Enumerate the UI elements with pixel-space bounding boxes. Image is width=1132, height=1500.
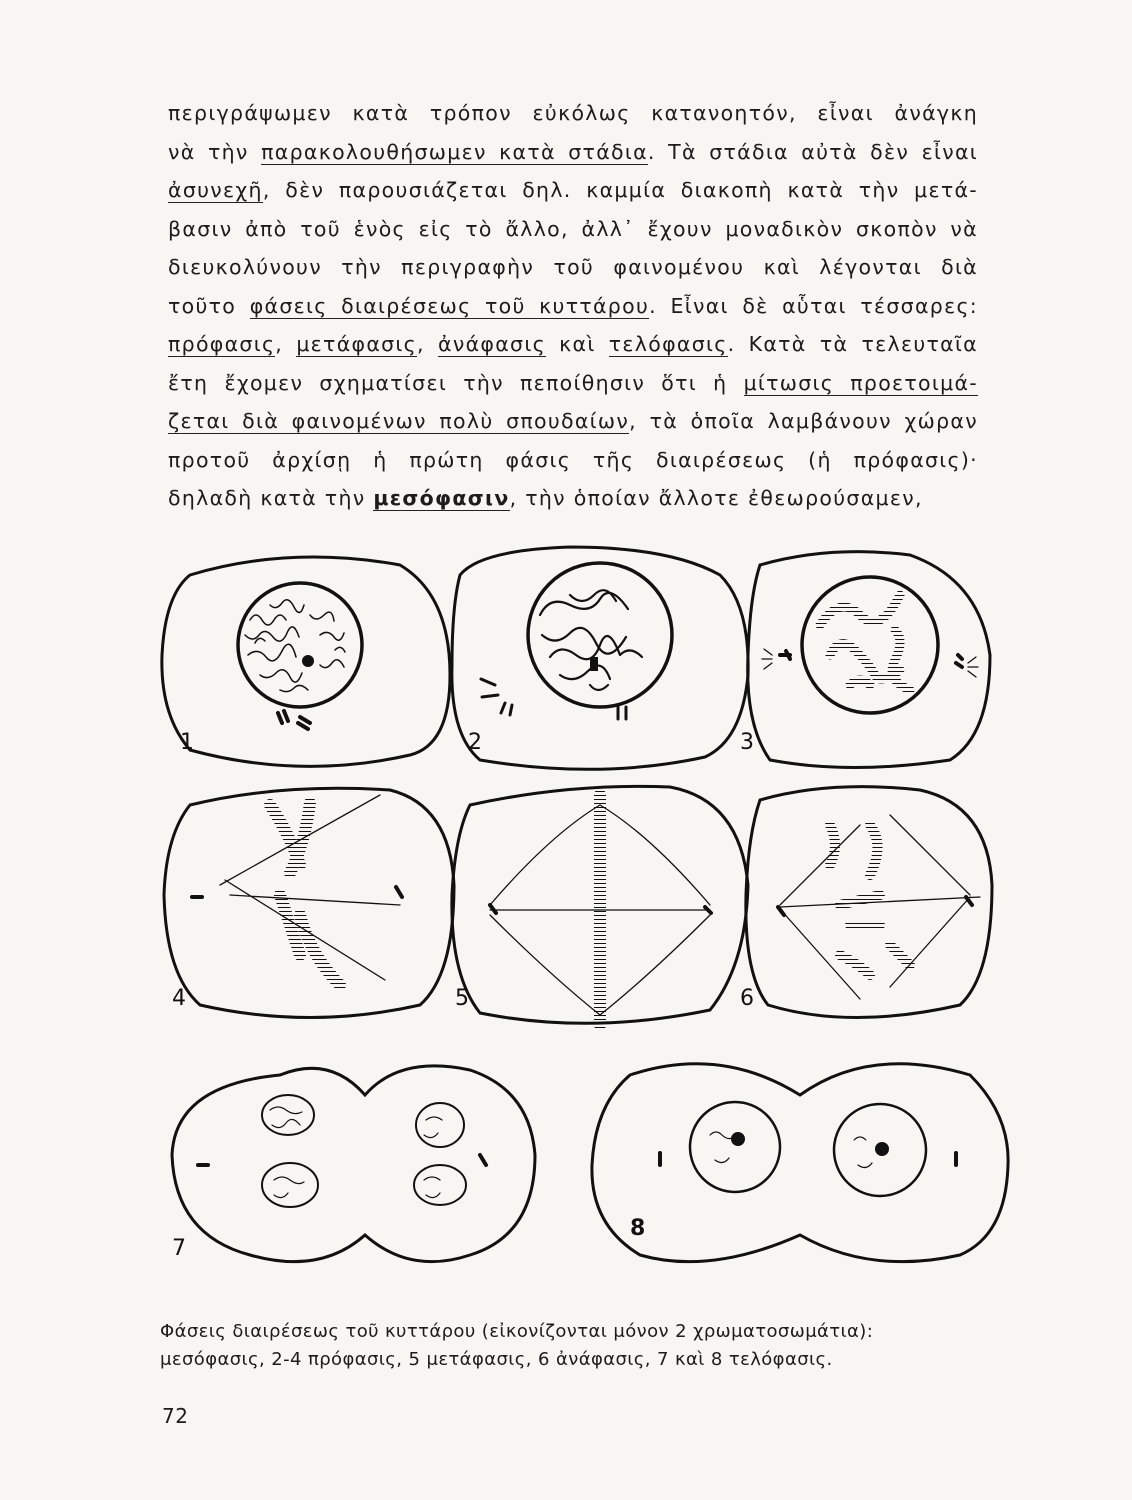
mitosis-figure xyxy=(150,535,1010,1275)
text-line: δηλαδὴ κατὰ τὴν μεσόφασιν, τὴν ὁποίαν ἄλλοτε ἐθεωρούσαμεν, xyxy=(168,486,923,510)
underlined-phrase: ἀσυνεχῆ xyxy=(168,178,263,202)
cell-3-prophase xyxy=(748,552,990,768)
underlined-phrase: φάσεις διαιρέσεως τοῦ κυττάρου xyxy=(249,293,650,318)
cell-label: 8 xyxy=(630,1216,646,1241)
text-line: ἀσυνεχῆ, δὲν παρουσιάζεται δηλ. καμμία διακοπὴ κατὰ τὴν μετά- xyxy=(168,178,978,202)
bold-term: μεσόφασιν xyxy=(373,486,510,510)
text-line: τοῦτο φάσεις διαιρέσεως τοῦ κυττάρου. Εἶναι δὲ αὗται τέσσαρες: xyxy=(168,293,978,318)
underlined-phrase: μίτωσις προετοιμά- xyxy=(743,370,978,395)
cell-1-interphase xyxy=(162,557,450,766)
text-line: πρόφασις, μετάφασις, ἀνάφασις καὶ τελόφασις. Κατὰ τὰ τελευταῖα xyxy=(168,332,978,356)
page-number: 72 xyxy=(162,1404,189,1428)
cell-label: 6 xyxy=(740,986,754,1011)
text-line: προτοῦ ἀρχίσῃ ἡ πρώτη φάσις τῆς διαιρέσεως (ἡ πρόφασις)· xyxy=(168,447,978,472)
cell-label: 5 xyxy=(455,986,469,1011)
cell-label: 3 xyxy=(740,730,754,755)
underlined-phrase: πρόφασις xyxy=(168,332,276,356)
text-line: ἔτη ἔχομεν σχηματίσει τὴν πεποίθησιν ὅτι ἡ μίτωσις προετοιμά- xyxy=(168,370,978,395)
text-line: νὰ τὴν παρακολουθήσωμεν κατὰ στάδια. Τὰ στάδια αὐτὰ δὲν εἶναι xyxy=(168,139,978,164)
cell-label: 2 xyxy=(468,730,482,755)
cell-label: 4 xyxy=(172,986,186,1011)
text-line: ζεται διὰ φαινομένων πολὺ σπουδαίων, τὰ ὁποῖα λαμβάνουν χώραν xyxy=(168,409,978,433)
figure-caption: Φάσεις διαιρέσεως τοῦ κυττάρου (εἰκονίζονται μόνον 2 χρωματοσωμάτια): μεσόφασις, 2-4 πρόφασις, 5 μετάφασις, 6 ἀνάφασις, 7 καὶ 8 τελόφασις. xyxy=(160,1321,874,1370)
underlined-phrase: παρακολουθήσωμεν κατὰ στάδια xyxy=(261,139,648,164)
underlined-phrase: ἀνάφασις xyxy=(438,332,546,356)
cell-6-anaphase xyxy=(746,787,992,1018)
cell-5-metaphase xyxy=(452,786,748,1025)
body-paragraph xyxy=(168,94,978,518)
underlined-phrase: μετάφασις xyxy=(296,332,418,356)
cell-2-prophase xyxy=(452,547,748,769)
text-line: διευκολύνουν τὴν περιγραφὴν τοῦ φαινομένου καὶ λέγονται διὰ xyxy=(168,255,978,279)
cell-7-telophase xyxy=(172,1066,535,1262)
cell-8-telophase xyxy=(592,1064,1008,1262)
underlined-phrase: ζεται διὰ φαινομένων πολὺ σπουδαίων xyxy=(168,409,630,433)
cell-4-prophase xyxy=(164,788,454,1017)
cell-label: 1 xyxy=(180,730,194,755)
text-line: βασιν ἀπὸ τοῦ ἑνὸς εἰς τὸ ἄλλο, ἀλλ᾿ ἔχουν μοναδικὸν σκοπὸν νὰ xyxy=(168,216,978,241)
underlined-phrase: τελόφασις xyxy=(608,332,728,356)
text-line: περιγράψωμεν κατὰ τρόπον εὐκόλως κατανοητόν, εἶναι ἀνάγκη xyxy=(168,101,978,125)
cell-label: 7 xyxy=(172,1236,186,1261)
